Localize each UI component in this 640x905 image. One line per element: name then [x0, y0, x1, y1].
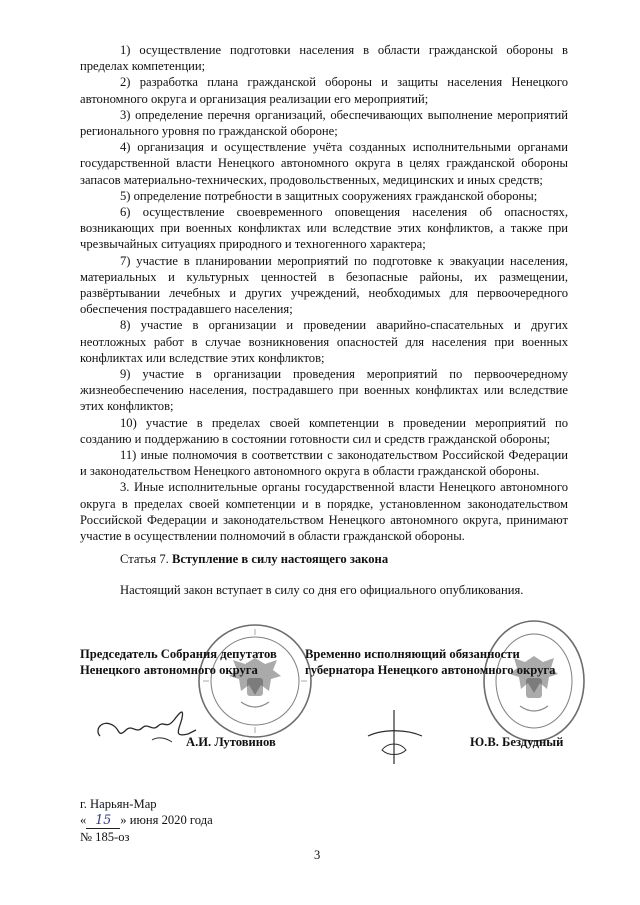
city: г. Нарьян-Мар: [80, 797, 157, 811]
page-number: 3: [314, 848, 321, 862]
list-item: 7) участие в планировании мероприятий по подготовке к эвакуации населения, материальных и культурных ценностей в безопасные районы, их размещении, развёртывании лечебных и других учреждений, необходимых для первоочередного обеспечения пострадавшего населения;: [80, 253, 568, 317]
body-text: [80, 42, 568, 544]
list-item: 6) осуществление своевременного оповещения населения об опасностях, возникающих при военных конфликтах или вследствие этих конфликтов, а также при чрезвычайных ситуациях природного и техногенного характера;: [80, 205, 568, 252]
article-title: Вступление в силу настоящего закона: [171, 552, 389, 566]
article-heading: [120, 552, 388, 567]
list-item: 9) участие в организации проведения мероприятий по первоочередному жизнеобеспечению населения, пострадавшего при военных конфликтах или вследствие этих конфликтов;: [80, 367, 568, 414]
list-item: 4) организация и осуществление учёта созданных исполнительными органами государственной власти Ненецкого автономного округа в целях гражданской обороны запасов материально-технических, продовольственных, медицинских и иных средств;: [80, 140, 568, 187]
left-signatory-title: Председатель Собрания депутатов Ненецкого автономного округа: [80, 647, 277, 677]
clause-3: 3. Иные исполнительные органы государственной власти Ненецкого автономного округа в пределах своей компетенции и в порядке, установленном законодательством Российской Федерации и законодательством Ненецкого автономного округа, принимают участие в осуществлении полномочий в области гражданской обороны.: [80, 480, 568, 544]
list-item: 1) осуществление подготовки населения в области гражданской обороны в пределах компетенции;: [80, 43, 568, 74]
right-seal-stamp: [480, 616, 588, 746]
date-day: 15: [86, 812, 120, 829]
left-signatory-name: А.И. Лутовинов: [186, 735, 276, 749]
list-item: 3) определение перечня организаций, обеспечивающих выполнение мероприятий регионального уровня по гражданской обороне;: [80, 107, 568, 139]
list-item: 10) участие в пределах своей компетенции в проведении мероприятий по созданию и поддержанию в состоянии готовности сил и средств гражданской обороны;: [80, 415, 568, 446]
date-line: « 15 » июня 2020 года: [80, 812, 213, 827]
list-item: 8) участие в организации и проведении аварийно-спасательных и других неотложных работ в случае возникновения опасностей для населения при военных конфликтах или вследствие этих конфликтов;: [80, 318, 568, 365]
enactment-text: Настоящий закон вступает в силу со дня его официального опубликования.: [120, 583, 524, 597]
place-and-date: [80, 796, 213, 845]
left-seal-stamp: [196, 622, 314, 740]
article-number: Статья 7.: [120, 552, 172, 566]
right-signatory-name: Ю.В. Бездудный: [470, 735, 564, 749]
right-signature: [360, 706, 430, 770]
list-item: 11) иные полномочия в соответствии с законодательством Российской Федерации и законодательством Ненецкого автономного округа в области гражданской обороны.: [80, 448, 568, 479]
list-item: 5) определение потребности в защитных сооружениях гражданской обороны;: [120, 188, 538, 203]
right-signatory-title: Временно исполняющий обязанности губернатора Ненецкого автономного округа: [305, 647, 556, 677]
law-number: № 185-оз: [80, 830, 130, 844]
list-item: 2) разработка плана гражданской обороны и защиты населения Ненецкого автономного округа и организация реализации его мероприятий;: [80, 75, 568, 106]
